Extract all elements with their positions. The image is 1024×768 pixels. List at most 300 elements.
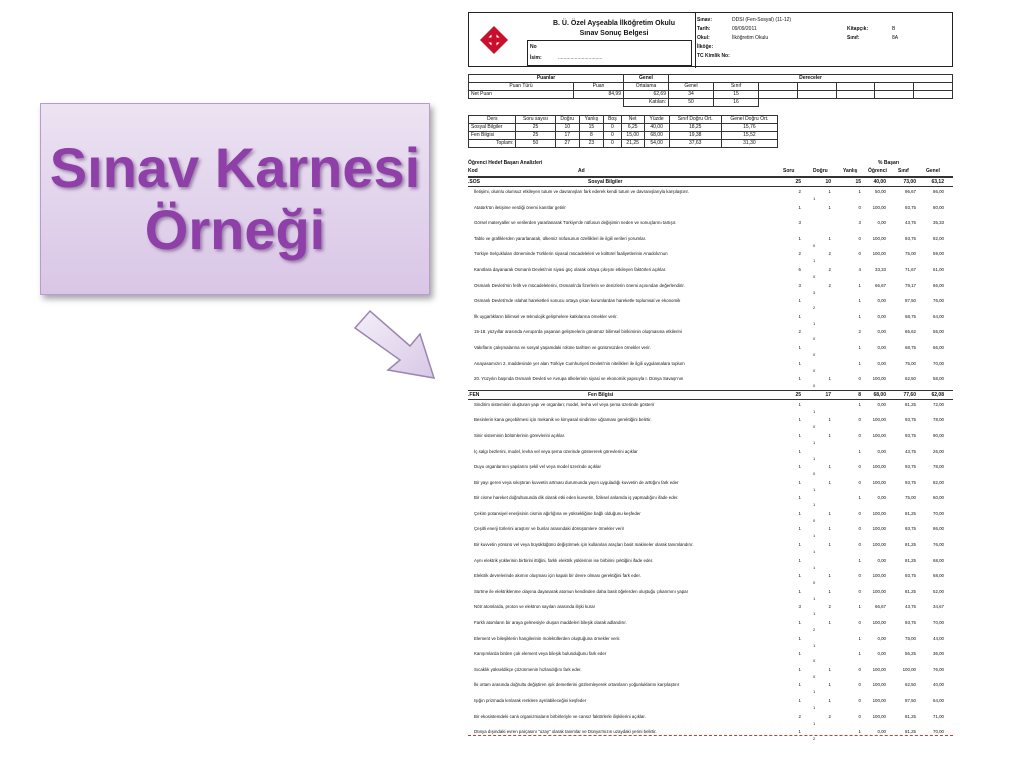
analysis-value: 1 [828,510,831,516]
blank-count: 1 [813,502,816,508]
net-score-value: 84,99 [574,91,624,99]
objective-text: İki ortam arasında doğrultu değiştiren ışık demetlerini gözlemleyerek ortamların yoğunluklarını karşılaştırır [474,682,680,688]
arrow-down-right-icon [352,308,437,383]
analysis-value: 66,67 [875,282,886,288]
section-name: Fen Bilgisi [588,391,614,398]
blank-count: 2 [813,305,816,311]
subject-total-cell: 23 [579,140,603,148]
tc-id-label: TC Kimlik No: [697,53,730,59]
analysis-row [468,281,953,297]
analysis-value: 1 [858,401,861,407]
analysis-value: 79,17 [905,282,916,288]
analysis-value: 0 [858,620,861,626]
analysis-value: 1 [798,635,801,641]
analysis-value: 1 [828,698,831,703]
blank-count: 0 [813,242,816,248]
objective-text: Aynı elektrik yüklerinin birbirini ittiğini, farklı elektrik yüklerinin ise birbirini çektiğini ifade eder. [474,557,654,563]
subject-cell: 15,52 [721,132,777,140]
analysis-value: 43,75 [905,220,916,226]
analysis-value: 87,50 [905,298,916,304]
subject-total-cell: 31,30 [721,140,777,148]
analysis-value: 100,00 [872,682,886,688]
analysis-value: 100,00 [872,698,886,703]
analysis-value: 58,00 [933,376,944,382]
booklet-value: B [892,26,896,32]
blank-count: 1 [813,320,816,326]
subject-cell: 15,00 [621,132,644,140]
analysis-value: 36,00 [933,651,944,657]
analysis-value: 1 [858,448,861,454]
subject-cell: 40,00 [644,124,669,132]
analysis-row [468,556,953,572]
analysis-value: 34,67 [933,604,944,610]
exam-value: DDSI (Fen-Sosyal) (11-12) [732,17,792,23]
analysis-value: 0 [858,573,861,579]
section-code: .SOS [468,179,480,185]
objective-text: İç salgı bezlerini, model, levha vel veya şema üzerinde göstererek görevlerini açıklar [474,448,638,454]
participants-class: 16 [714,99,759,107]
document-subtitle: Sınav Sonuç Belgesi [579,30,649,37]
analysis-value: 76,00 [933,666,944,672]
analysis-value: 70,00 [933,510,944,516]
analysis-value: 6 [798,266,801,272]
subject-row [469,124,778,132]
analysis-value: 93,75 [905,526,916,532]
analysis-value: 1 [828,464,831,470]
subject-cell: Fen Bilgisi [469,132,516,140]
analysis-value: 90,00 [933,432,944,438]
section-total: 77,60 [903,391,916,398]
analysis-value: 1 [858,360,861,366]
analysis-value: 62,50 [905,376,916,382]
analysis-value: 55,00 [933,329,944,335]
blank-count: 1 [813,455,816,461]
analysis-value: 1 [798,401,801,407]
blank-count: 0 [813,471,816,477]
analysis-value: 100,00 [872,204,886,210]
analysis-value: 60,00 [933,495,944,501]
analysis-row [468,571,953,587]
general-pct-header: Genel [926,168,940,174]
blank-count: 1 [813,258,816,264]
analysis-value: 1 [858,313,861,319]
section-total: 62,08 [931,391,944,398]
analysis-value: 2 [828,282,831,288]
analysis-value: 71,67 [905,266,916,272]
objective-text: Çeşitli enerji türlerini araştırır ve bunlar arasındaki dönüşümlere örnekler verir [474,526,625,532]
analysis-value: 0,00 [877,298,886,304]
analysis-row [468,524,953,540]
analysis-value: 81,25 [905,557,916,563]
blank-count: 1 [813,408,816,414]
analysis-value: 66,00 [933,282,944,288]
analysis-value: 3 [798,282,801,288]
analysis-value: 81,25 [905,401,916,407]
analysis-value: 71,00 [933,713,944,719]
subject-cell: 19,38 [669,132,721,140]
subject-cell: Sosyal Bilgiler [469,124,516,132]
analysis-row [468,618,953,634]
analysis-value: 1 [798,573,801,579]
general-header: Genel [624,75,669,83]
analysis-value: 100,00 [872,620,886,626]
analysis-value: 64,00 [933,313,944,319]
analysis-value: 70,00 [933,360,944,366]
name-row [530,55,603,61]
analysis-value: 100,00 [872,251,886,257]
analysis-value: 2 [828,604,831,610]
analysis-value: 1 [858,344,861,350]
objective-text: 15-18. yüzyıllar arasında Avrupa'da yaşanan gelişmelerin günümüz bilimsel birikiminin oluşmasına etkilerini [474,329,682,335]
blank-count: 1 [813,611,816,617]
analysis-row [468,665,953,681]
analysis-value: 0 [858,698,861,703]
participants-general: 50 [669,99,714,107]
score-col-header: Puan [574,83,624,91]
analysis-value: 66,00 [933,344,944,350]
analysis-value: 100,00 [872,542,886,548]
rank-general-value: 34 [669,91,714,99]
subject-total-cell: 37,63 [669,140,721,148]
objective-text: Anayasamızın 2. maddesinde yer alan Türkiye Cumhuriyeti Devleti'nin nitelikleri ile ilgili uygulamalara toplum [474,360,685,366]
analysis-value: 2 [828,251,831,257]
analysis-value: 100,00 [872,713,886,719]
analysis-value: 0,00 [877,313,886,319]
analysis-value: 81,25 [905,729,916,735]
school-name-line: B. Ü. Özel Ayşeabla İlköğretim Okulu [552,20,675,27]
objective-text: Görsel materyaller ve verilerden yararlanarak Türkiye'de nüfusun değişimin neden ve sonuçlarını tartışır. [474,220,677,226]
class-pct-header: Sınıf [898,168,909,174]
participants-label: Katılan: [624,99,669,107]
blank-count: 2 [813,736,816,742]
subject-cell: 8 [579,132,603,140]
analysis-value: 0 [858,235,861,241]
analysis-value: 3 [798,604,801,610]
analysis-value: 43,75 [905,448,916,454]
analysis-value: 1 [798,376,801,382]
blank-count: 1 [813,486,816,492]
analysis-row [468,265,953,281]
blank-count: 1 [813,564,816,570]
analysis-row [468,234,953,250]
blank-count: 2 [813,627,816,633]
analysis-value: 78,00 [933,464,944,470]
class-label: Sınıf: [847,35,860,41]
analysis-value: 35,33 [933,220,944,226]
analysis-value: 75,00 [905,635,916,641]
analysis-value: 82,00 [933,479,944,485]
analysis-value: 100,00 [872,573,886,579]
subject-col-header: Sınıf Doğru Ort. [669,116,721,124]
analysis-value: 3 [858,220,861,226]
subject-total-cell: 21,25 [621,140,644,148]
analysis-value: 59,00 [933,251,944,257]
analysis-value: 1 [858,495,861,501]
subject-col-header: Yanlış [579,116,603,124]
analysis-value: 64,00 [933,698,944,703]
section-total: 68,00 [873,391,886,398]
analysis-value: 75,00 [905,251,916,257]
rank-class-value: 15 [714,91,759,99]
blank-count: 0 [813,517,816,523]
analysis-value: 1 [858,282,861,288]
section-total: 25 [795,391,801,398]
analysis-value: 1 [798,235,801,241]
analysis-value: 93,75 [905,432,916,438]
subject-col-header: Genel Doğru Ort. [721,116,777,124]
analysis-value: 0 [858,432,861,438]
analysis-value: 81,25 [905,542,916,548]
score-header: Puanlar [469,75,624,83]
analysis-value: 62,50 [905,682,916,688]
blank-count: 1 [813,595,816,601]
analysis-value: 1 [798,620,801,626]
analysis-value: 1 [798,557,801,563]
blank-count: 1 [813,642,816,648]
analysis-value: 1 [798,313,801,319]
analysis-value: 70,00 [933,620,944,626]
blank-count: 1 [813,196,816,201]
subject-col-header: Yüzde [644,116,669,124]
analysis-value: 68,00 [933,557,944,563]
school-logo-icon [479,25,509,55]
analysis-value: 1 [858,557,861,563]
analysis-value: 0 [858,542,861,548]
analysis-value: 0,00 [877,360,886,366]
analysis-value: 0 [858,464,861,470]
analysis-row [468,431,953,447]
ranking-header: Dereceler [669,75,953,83]
section-total: 40,00 [873,179,886,185]
blank-count: 0 [813,673,816,679]
subject-col-header: Soru sayısı [516,116,555,124]
subject-cell: 15,76 [721,124,777,132]
slide-title-box [40,103,430,295]
analysis-value: 1 [828,526,831,532]
analysis-row [468,634,953,650]
analysis-value: 0 [858,588,861,594]
analysis-value: 75,00 [905,360,916,366]
analysis-row [468,587,953,603]
analysis-row [468,447,953,463]
subject-table [468,115,778,148]
analysis-value: 81,25 [905,510,916,516]
analysis-value: 93,75 [905,573,916,579]
subject-table-header [469,116,778,124]
school-label: Okul: [697,35,710,41]
analysis-value: 76,00 [933,542,944,548]
objective-text: Elektrik devrelerinde akımın oluşması için kapalı bir devre olması gerektiğini fark eder. [474,573,641,579]
analysis-value: 87,50 [905,698,916,703]
blank-count: 0 [813,383,816,389]
objective-text: Işığın prizmada kırılarak renklere ayrılabileceğini keşfeder [474,698,587,703]
blank-count: 1 [813,549,816,555]
analysis-value: 0,00 [877,344,886,350]
analysis-value: 65,62 [905,329,916,335]
analysis-row [468,462,953,478]
analysis-row [468,540,953,556]
analysis-row [468,359,953,375]
slide-title-line-1: Sınav Karnesi [49,136,421,199]
objective-text: Duyu organlarının yapılarını şekil vel veya model üzerinde açıklar [474,464,601,470]
analysis-value: 68,00 [933,573,944,579]
analysis-value: 75,00 [905,495,916,501]
analysis-value: 70,00 [933,729,944,735]
blank-count: 0 [813,273,816,279]
analysis-value: 2 [798,189,801,194]
blank-count: 1 [813,439,816,445]
analysis-value: 0,00 [877,220,886,226]
analysis-value: 66,67 [875,604,886,610]
analysis-value: 50,00 [875,189,886,194]
name-value: ................................ [558,55,603,61]
district-label: İlköğe: [697,44,714,50]
blank-count: 0 [813,351,816,357]
section-total: 63,12 [931,179,944,185]
analysis-value: 2 [798,713,801,719]
analysis-value: 100,00 [872,417,886,423]
analysis-value: 93,75 [905,479,916,485]
objective-text: Bir yayı geren veya sıkıştıran kuvvetin artması durumunda yayın uyguladığı kuvvetin de arttığını fark eder [474,479,679,485]
analysis-value: 0 [858,417,861,423]
analysis-value: 86,00 [933,526,944,532]
objective-text: İletişimi, olumlu olumsuz etkileyen tutum ve davranışları fark ederek kendi tutum ve davranışlarıyla karşılaştırır. [474,189,689,194]
objective-text: Atatürk'ün iletişime verdiği önemi kanıtlar getirir [474,204,566,210]
analysis-value: 1 [798,698,801,703]
booklet-label: Kitapçık: [847,26,869,32]
analysis-value: 52,00 [933,588,944,594]
analysis-value: 1 [798,542,801,548]
objective-text: Tablo ve grafiklerden yararlanarak, ülkemiz nüfusunun özellikleri ile ilgili verileri yorumlar. [474,235,647,241]
analysis-value: 1 [828,666,831,672]
student-id-box [527,40,692,66]
analysis-value: 100,00 [902,666,916,672]
analysis-value: 1 [798,417,801,423]
objective-text: Karışımlarda birden çok element veya bileşik bulunduğunu fark eder [474,651,607,657]
analysis-value: 1 [858,298,861,304]
wrong-header: Yanlış [843,168,858,174]
analysis-value: 68,75 [905,344,916,350]
analysis-row [468,218,953,234]
objective-text: Bir cisme hareket doğrultusunda dik olarak etki eden kuvvetin, fiziksel anlamda iş yapmadığını ifade eder. [474,495,679,501]
date-value: 09/09/2011 [732,26,757,32]
objective-text: Bir ekosistemdeki canlı organizmaların birbirleriyle ve cansız faktörlerle ilişkilerini açıklar. [474,713,646,719]
analysis-value: 2 [828,713,831,719]
blank-count: 1 [813,689,816,695]
subject-total-cell: 27 [555,140,579,148]
objective-text: Sürtme ile elektriklenme olayına dayanarak atomun kendinden daha basit öğelerden oluştuğu çıkarımını yapar [474,588,689,594]
section-code: .FEN [468,391,480,398]
blank-count: 0 [813,424,816,430]
objective-text: Osmanlı Devleti'nin fetih ve mücadelelerini, Osmanlı'da fizerlerin ve denizlerin önemi açısından değerlendirir. [474,282,685,288]
subject-cell: 25 [516,124,555,132]
analysis-value: 93,75 [905,620,916,626]
student-pct-header: Öğrenci [868,168,887,174]
analysis-value: 2 [798,329,801,335]
analysis-row [468,509,953,525]
analysis-value: 61,00 [933,266,944,272]
school-value: İlköğretim Okulu [732,35,769,41]
section-total: 17 [825,391,831,398]
name-label: İsim: [530,55,542,61]
subject-row [469,132,778,140]
analysis-value: 1 [828,432,831,438]
section-total: 10 [825,179,831,185]
analysis-value: 1 [798,666,801,672]
analysis-value: 1 [798,360,801,366]
subject-cell: 10 [555,124,579,132]
analysis-row [468,187,953,203]
subject-cell: 68,00 [644,132,669,140]
analysis-row [468,312,953,328]
analysis-value: 76,00 [933,298,944,304]
page-bottom-dashed-line [468,735,953,736]
analysis-row [468,327,953,343]
analysis-row [468,415,953,431]
school-name [529,19,699,39]
analysis-value: 2 [858,329,861,335]
analysis-value: 2 [828,266,831,272]
section-name: Sosyal Bilgiler [588,179,623,185]
objective-text: Çekim potansiyel enerjisinin cismin ağırlığına ve yüksekliğine bağlı olduğunu keşfeder [474,510,641,516]
analysis-value: 1 [798,464,801,470]
analysis-value: 1 [828,620,831,626]
header-divider [695,13,696,68]
analysis-value: 0,00 [877,557,886,563]
analysis-value: 2 [798,251,801,257]
analysis-value: 1 [858,189,861,194]
objective-text: Farklı atomların bir araya gelmesiyle oluşan maddeleri bileşik olarak adlandırır. [474,620,627,626]
analysis-value: 1 [798,729,801,735]
analysis-value: 93,75 [905,417,916,423]
exam-label: Sınav: [697,17,713,23]
name-header: Ad [578,168,585,174]
analysis-value: 0 [858,376,861,382]
analysis-row [468,602,953,618]
subject-cell: 25 [516,132,555,140]
analysis-value: 26,00 [933,448,944,454]
no-label: No [530,44,537,50]
analysis-row [468,493,953,509]
analysis-title: Öğrenci Hedef Başarı Analizleri [468,160,543,166]
subject-total-cell: Toplam: [469,140,516,148]
analysis-header [468,160,953,177]
analysis-value: 100,00 [872,376,886,382]
net-score-average: 62,69 [624,91,669,99]
analysis-value: 1 [828,204,831,210]
objective-text: Sıcaklık yükseldikçe çözünmenin hızlandığını fark eder. [474,666,582,672]
score-type-header: Puan Türü [469,83,574,91]
class-value: 8A [892,35,899,41]
section-total: 73,00 [903,179,916,185]
analysis-value: 56,25 [905,651,916,657]
subject-col-header: Net [621,116,644,124]
correct-header: Doğru [813,168,828,174]
analysis-value: 0,00 [877,635,886,641]
blank-count: 0 [813,658,816,664]
analysis-value: 80,00 [933,204,944,210]
objective-text: Nötr atomlarda, proton ve elektron sayıları arasında ilişki kurar [474,604,596,610]
subject-cell: 17 [555,132,579,140]
analysis-row [468,478,953,494]
analysis-value: 4 [858,266,861,272]
analysis-value: 44,00 [933,635,944,641]
analysis-value: 1 [798,588,801,594]
analysis-row [468,203,953,219]
analysis-row [468,400,953,416]
score-table [468,74,953,107]
analysis-value: 1 [798,448,801,454]
